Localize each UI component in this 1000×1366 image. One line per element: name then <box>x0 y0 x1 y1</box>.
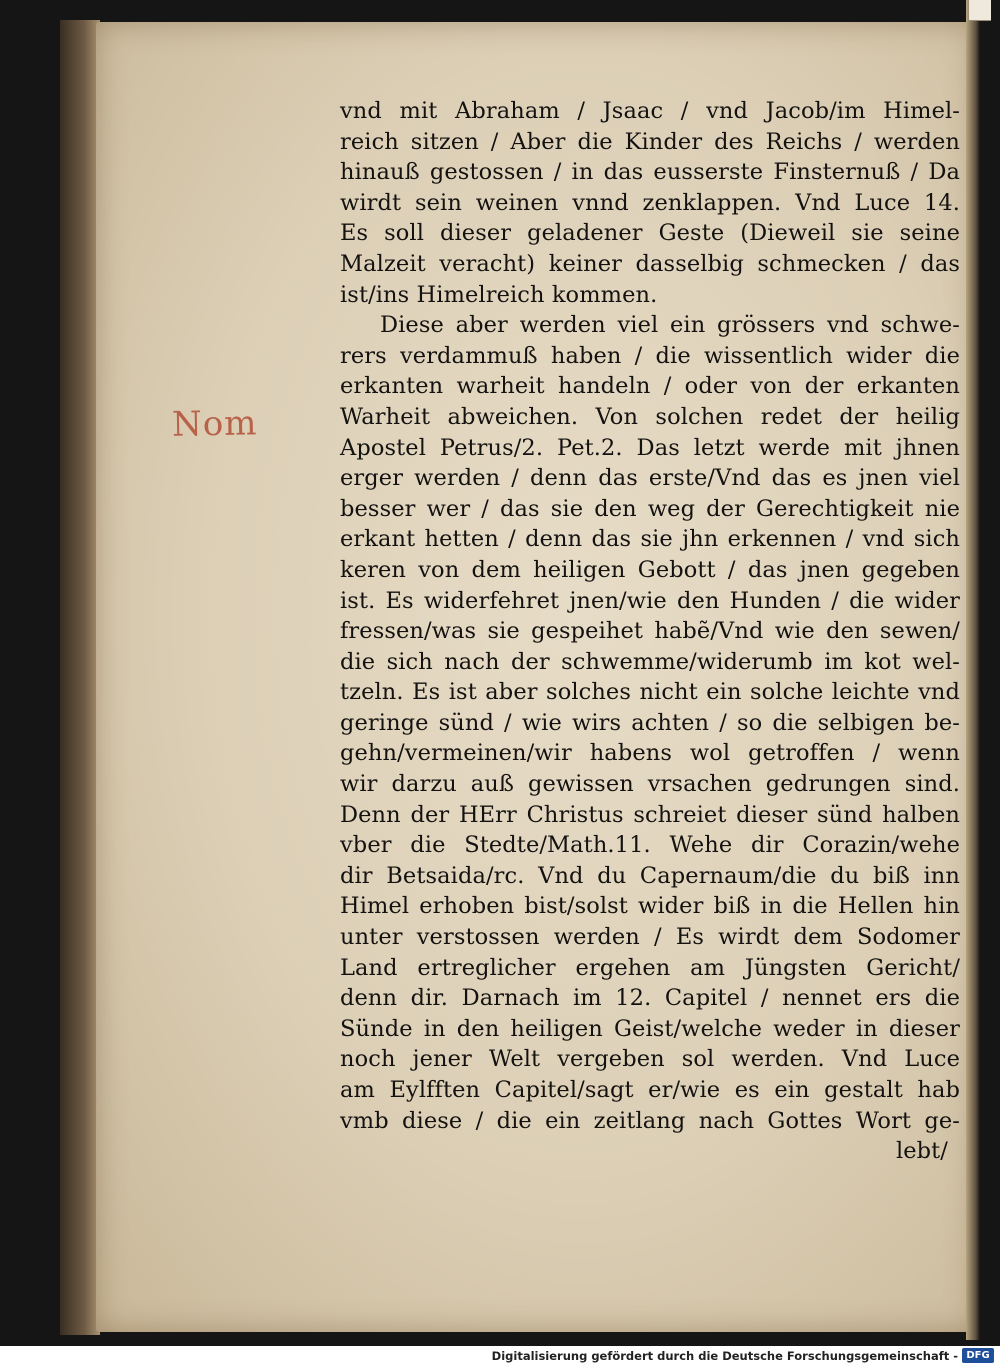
text-line: unter verstossen werden / Es wirdt dem Sodomer <box>340 924 960 951</box>
page-text <box>340 96 960 1167</box>
text-line: keren von dem heiligen Gebott / das jnen gegeben <box>340 556 960 583</box>
text-line: wir darzu auß gewissen vrsachen gedrungen sind. <box>340 771 960 798</box>
page-edge <box>966 0 980 1340</box>
text-line: hinauß gestossen / in das eusserste Finsternuß / Da <box>340 159 960 186</box>
text-line: Land ertreglicher ergehen am Jüngsten Gericht/ <box>340 954 960 981</box>
text-line: vber die Stedte/Math.11. Wehe dir Corazin/wehe <box>340 832 960 859</box>
text-line: dir Betsaida/rc. Vnd du Capernaum/die du biß inn <box>340 862 960 889</box>
text-line: Himel erhoben bist/solst wider biß in die Hellen hin <box>340 893 960 920</box>
text-line: rers verdammuß haben / die wissentlich wider die <box>340 342 960 369</box>
text-line: noch jener Welt vergeben sol werden. Vnd Luce <box>340 1046 960 1073</box>
text-line: erkanten warheit handeln / oder von der erkanten <box>340 373 960 400</box>
text-line: fressen/was sie gespeihet habẽ/Vnd wie den sewen/ <box>340 618 960 645</box>
text-line: vmb diese / die ein zeitlang nach Gottes Wort ge- <box>340 1107 960 1134</box>
margin-annotation: Nom <box>171 403 258 445</box>
text-line: Apostel Petrus/2. Pet.2. Das letzt werde mit jhnen <box>340 434 960 461</box>
text-line: am Eylfften Capitel/sagt er/wie es ein gestalt hab <box>340 1077 960 1103</box>
text-line: geringe sünd / wie wirs achten / so die selbigen be- <box>340 709 960 736</box>
text-line: tzeln. Es ist aber solches nicht ein solche leichte vnd <box>340 679 960 706</box>
text-line: vnd mit Abraham / Jsaac / vnd Jacob/im Himel- <box>340 98 960 124</box>
funding-credit: Digitalisierung gefördert durch die Deutsche Forschungsgemeinschaft - <box>491 1349 958 1363</box>
text-line: die sich nach der schwemme/widerumb im kot wel- <box>340 648 960 675</box>
catchword: lebt/ <box>895 1138 948 1165</box>
text-line: Warheit abweichen. Von solchen redet der heilig <box>340 403 960 430</box>
book-spine <box>60 20 100 1335</box>
text-line: Es soll dieser geladener Geste (Dieweil sie seine <box>340 220 960 247</box>
dfg-logo: DFG <box>962 1348 994 1363</box>
text-line: wirdt sein weinen vnnd zenklappen. Vnd Luce 14. <box>340 189 960 216</box>
text-line: Sünde in den heiligen Geist/welche weder in dieser <box>340 1015 960 1042</box>
text-line: besser wer / das sie den weg der Gerechtigkeit nie <box>340 495 960 522</box>
text-line: erger werden / denn das erste/Vnd das es jnen viel <box>340 465 960 492</box>
text-line: Denn der HErr Christus schreiet dieser sünd halben <box>340 801 960 828</box>
text-line: Malzeit veracht) keiner dasselbig schmecken / das <box>340 250 960 277</box>
text-line: ist/ins Himelreich kommen. <box>340 281 658 308</box>
text-line: erkant hetten / denn das sie jhn erkennen / vnd sich <box>340 526 960 553</box>
text-line: ist. Es widerfehret jnen/wie den Hunden / die wider <box>340 587 960 614</box>
corner-tab <box>968 0 991 21</box>
text-line: denn dir. Darnach im 12. Capitel / nennet ers die <box>340 985 960 1012</box>
text-line: reich sitzen / Aber die Kinder des Reichs / werden <box>340 128 960 155</box>
text-line: Diese aber werden viel ein grössers vnd schwe- <box>380 312 960 339</box>
text-line: gehn/vermeinen/wir habens wol getroffen / wenn <box>340 740 960 767</box>
